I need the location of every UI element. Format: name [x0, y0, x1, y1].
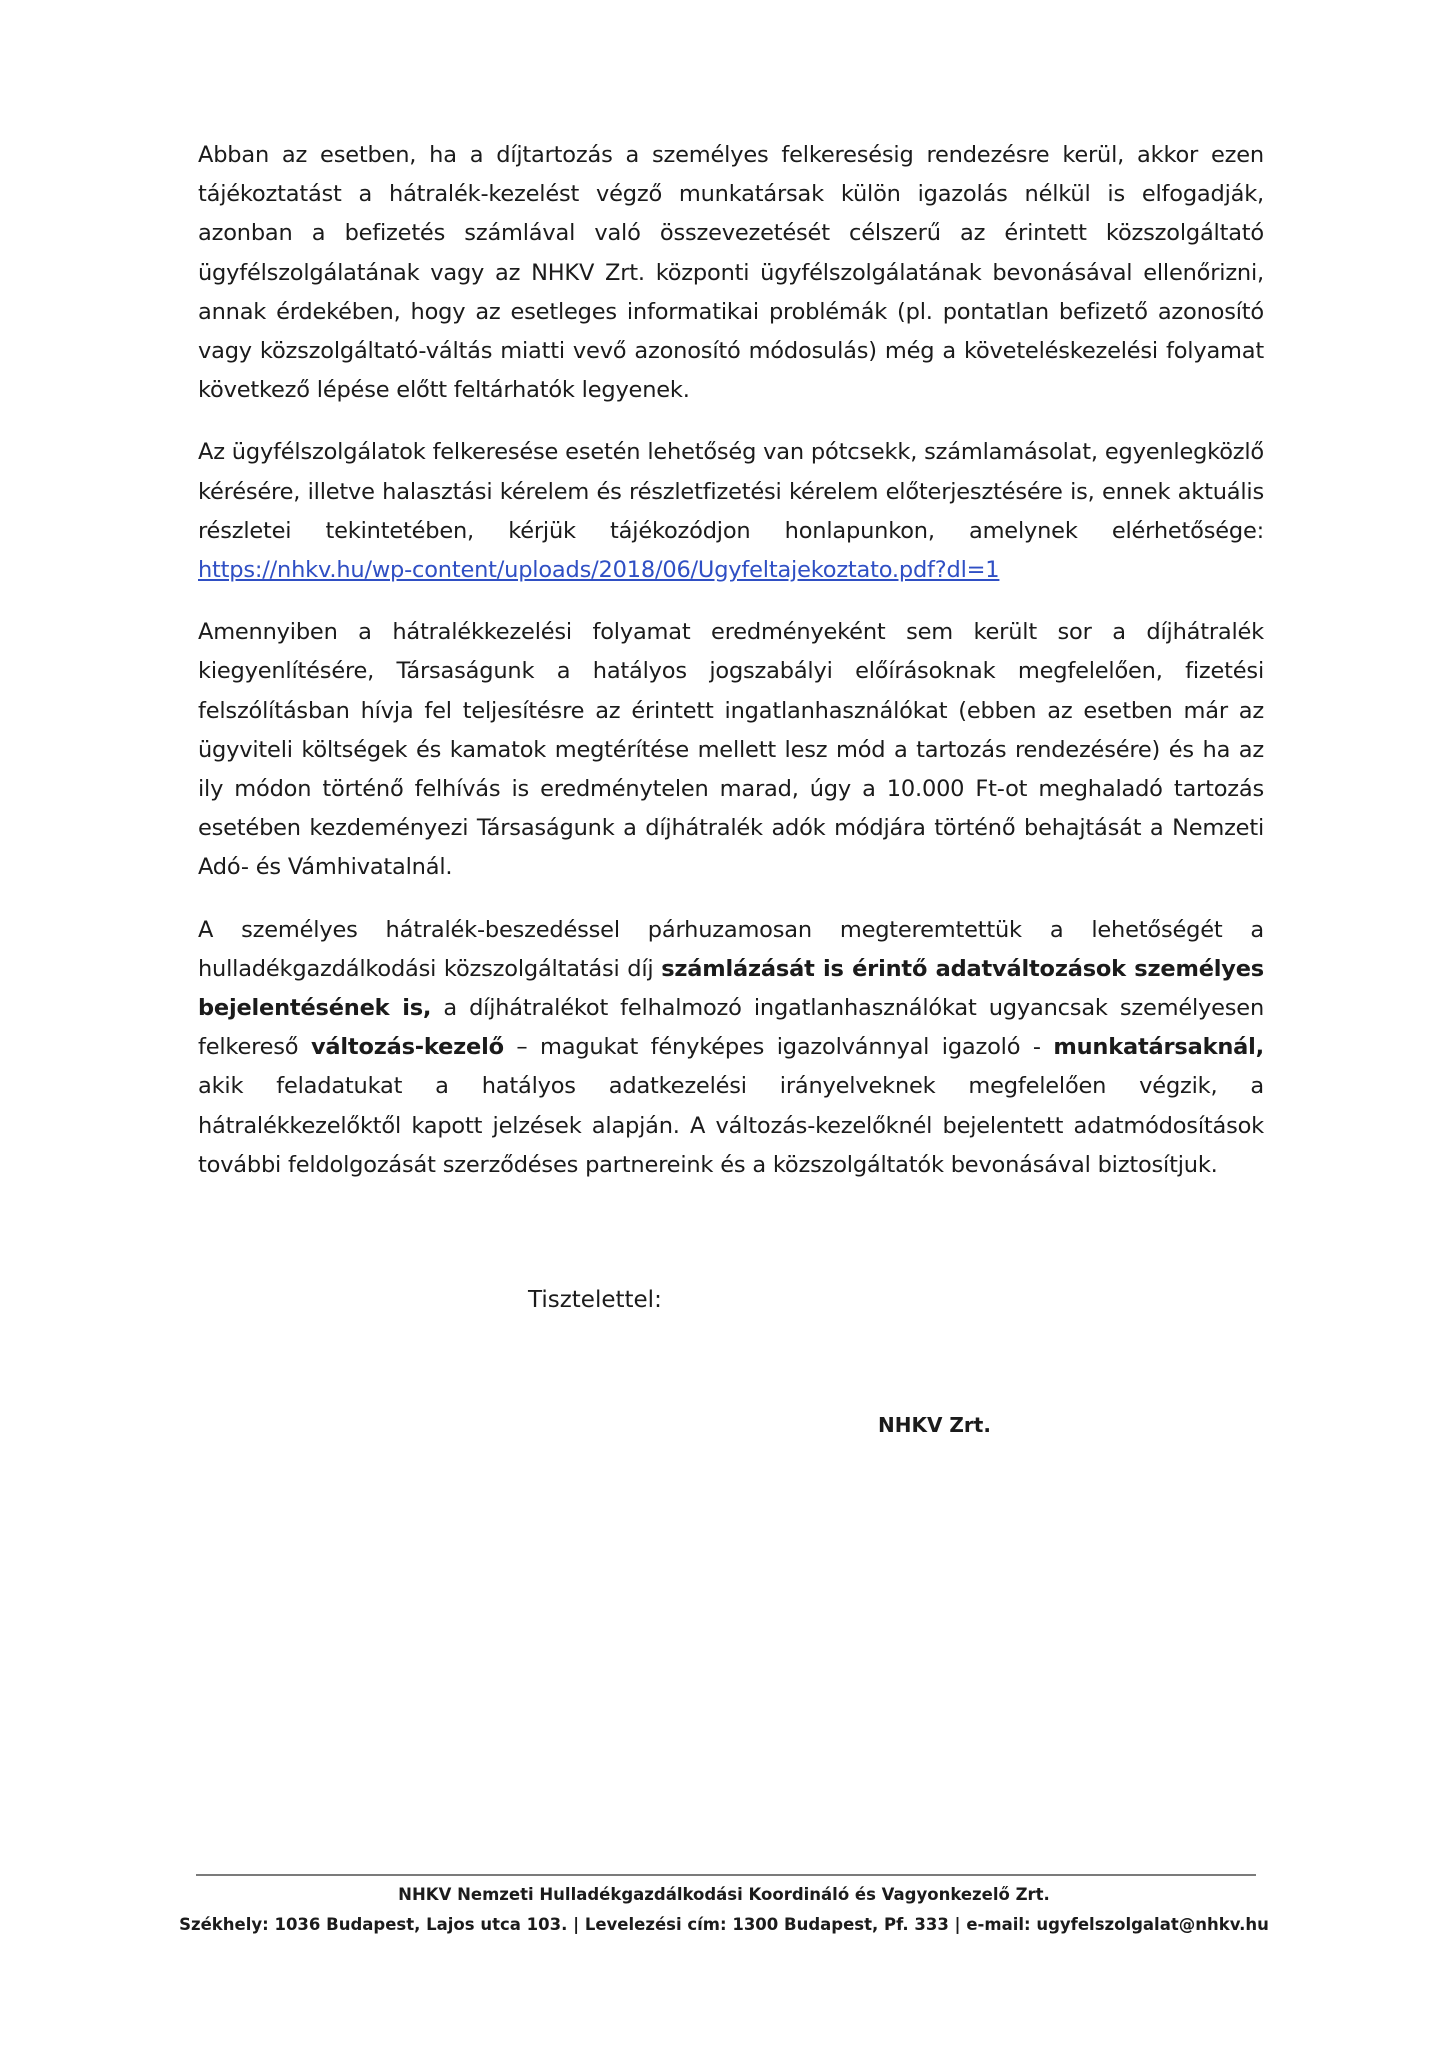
footer-address: Székhely: 1036 Budapest, Lajos utca 103. | Levelezési cím: 1300 Budapest, Pf. 333 | e-mail: ugyfelszolgalat@nhkv.hu	[179, 1915, 1269, 1934]
paragraph-settlement-notice: Abban az esetben, ha a díjtartozás a személyes felkeresésig rendezésre kerül, akkor ezen tájékoztatást a hátralék-kezelést végző munkatársak külön igazolás nélkül is elfogadják, azonban a befizetés számlával való összevezetését célszerű az érintett közszolgáltató ügyfélszolgálatának vagy az NHKV Zrt. központi ügyfélszolgálatának bevonásával ellenőrizni, annak érdekében, hogy az esetleges informatikai problémák (pl. pontatlan befizető azonosító vagy közszolgáltató-váltás miatti vevő azonosító módosulás) még a követeléskezelési folyamat következő lépése előtt feltárhatók legyenek.	[198, 142, 1264, 404]
paragraph-data-change-part-3: – magukat fényképes igazolvánnyal igazoló -	[503, 1034, 1054, 1061]
paragraph-data-change-bold-2: változás-kezelő	[310, 1034, 504, 1061]
signature-company: NHKV Zrt.	[878, 1413, 991, 1437]
paragraph-data-change	[198, 911, 1264, 1185]
paragraph-customer-service	[198, 433, 1264, 590]
paragraph-data-change-part-1: A személyes hátralék-beszedéssel párhuzamosan megteremtettük a lehetőségét a hulladékgazdálkodási közszolgáltatási díj	[198, 916, 1264, 982]
footer-divider	[196, 1874, 1256, 1876]
letter-body	[198, 136, 1264, 1185]
paragraph-collection-process: Amennyiben a hátralékkezelési folyamat eredményeként sem került sor a díjhátralék kiegyenlítésére, Társaságunk a hatályos jogszabályi előírásoknak megfelelően, fizetési felszólításban hívja fel teljesítésre az érintett ingatlanhasználókat (ebben az esetben már az ügyviteli költségek és kamatok megtérítése mellett lesz mód a tartozás rendezésére) és ha az ily módon történő felhívás is eredménytelen marad, úgy a 10.000 Ft-ot meghaladó tartozás esetében kezdeményezi Társaságunk a díjhátralék adók módjára történő behajtását a Nemzeti Adó- és Vámhivatalnál.	[198, 619, 1264, 881]
closing-salutation: Tisztelettel:	[528, 1287, 662, 1313]
paragraph-data-change-bold-3: munkatársaknál,	[1053, 1034, 1264, 1061]
paragraph-customer-service-text: Az ügyfélszolgálatok felkeresése esetén lehetőség van pótcsekk, számlamásolat, egyenlegközlő kérésére, illetve halasztási kérelem és részletfizetési kérelem előterjesztésére is, ennek aktuális részletei tekintetében, kérjük tájékozódjon honlapunkon, amelynek elérhetősége:	[198, 439, 1264, 544]
paragraph-data-change-part-4: akik feladatukat a hatályos adatkezelési irányelveknek megfelelően végzik, a hátralékkezelőktől kapott jelzések alapján. A változás-kezelőknél bejelentett adatmódosítások további feldolgozását szerződéses partnereink és a közszolgáltatók bevonásával biztosítjuk.	[198, 1073, 1264, 1178]
page-footer	[120, 1880, 1328, 1940]
customer-info-link[interactable]: https://nhkv.hu/wp-content/uploads/2018/06/Ugyfeltajekoztato.pdf?dl=1	[198, 557, 1000, 584]
paragraph-data-change-part-2: a díjhátralékot felhalmozó ingatlanhasználókat ugyancsak személyesen felkereső	[198, 995, 1265, 1061]
footer-company-name: NHKV Nemzeti Hulladékgazdálkodási Koordináló és Vagyonkezelő Zrt.	[398, 1885, 1050, 1904]
paragraph-data-change-bold-1: számlázását is érintő adatváltozások személyes bejelentésének is,	[198, 955, 1264, 1022]
